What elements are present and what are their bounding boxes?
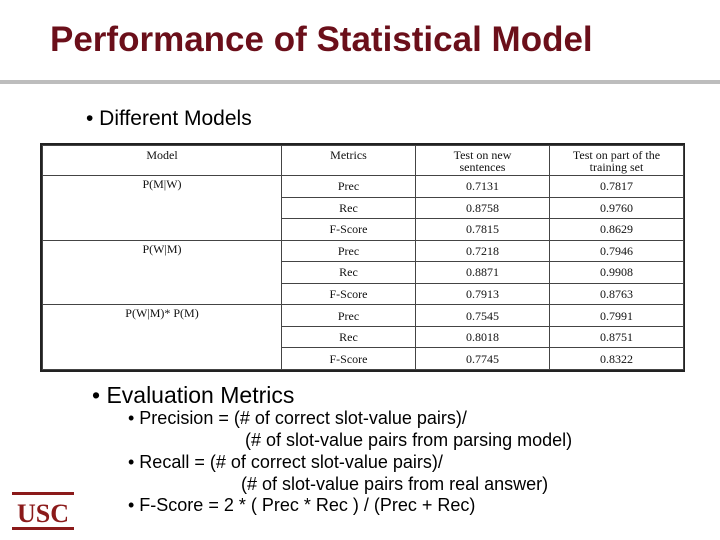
value-new: 0.7745	[416, 348, 550, 370]
value-new: 0.7913	[416, 283, 550, 305]
model-name: P(W|M)	[43, 240, 282, 305]
value-new: 0.7545	[416, 305, 550, 327]
value-train: 0.8751	[550, 326, 684, 348]
bullet-different-models: • Different Models	[86, 107, 252, 130]
metric-label: Rec	[282, 326, 416, 348]
precision-formula: • Precision = (# of correct slot-value pairs)/	[128, 408, 467, 428]
metric-label: Rec	[282, 262, 416, 284]
value-train: 0.8763	[550, 283, 684, 305]
value-new: 0.7218	[416, 240, 550, 262]
value-train: 0.7946	[550, 240, 684, 262]
metric-label: F-Score	[282, 348, 416, 370]
usc-logo	[12, 490, 74, 532]
header-metrics: Metrics	[282, 146, 416, 176]
results-table-container	[40, 143, 685, 372]
header-model: Model	[43, 146, 282, 176]
header-test-train: Test on part of the training set	[550, 146, 684, 176]
value-train: 0.9760	[550, 197, 684, 219]
value-train: 0.9908	[550, 262, 684, 284]
value-new: 0.8871	[416, 262, 550, 284]
value-new: 0.7815	[416, 219, 550, 241]
metric-label: Prec	[282, 240, 416, 262]
value-new: 0.8758	[416, 197, 550, 219]
header-test-new: Test on new sentences	[416, 146, 550, 176]
value-train: 0.8322	[550, 348, 684, 370]
model-name: P(M|W)	[43, 176, 282, 241]
metric-label: Prec	[282, 305, 416, 327]
metric-label: F-Score	[282, 219, 416, 241]
value-train: 0.7817	[550, 176, 684, 198]
value-train: 0.7991	[550, 305, 684, 327]
recall-denominator: (# of slot-value pairs from real answer)	[241, 474, 549, 494]
title-divider	[0, 80, 720, 84]
metric-label: Rec	[282, 197, 416, 219]
fscore-formula: • F-Score = 2 * ( Prec * Rec ) / (Prec + Rec)	[128, 495, 476, 515]
results-table	[42, 145, 684, 370]
recall-formula: • Recall = (# of correct slot-value pairs)/	[128, 452, 443, 472]
bullet-evaluation-metrics: • Evaluation Metrics	[92, 382, 295, 408]
metric-label: Prec	[282, 176, 416, 198]
usc-logo-text: USC	[16, 499, 70, 528]
value-new: 0.7131	[416, 176, 550, 198]
value-new: 0.8018	[416, 326, 550, 348]
model-name: P(W|M)* P(M)	[43, 305, 282, 370]
metric-label: F-Score	[282, 283, 416, 305]
page-title: Performance of Statistical Model	[50, 20, 593, 59]
value-train: 0.8629	[550, 219, 684, 241]
precision-denominator: (# of slot-value pairs from parsing model)	[245, 430, 573, 450]
